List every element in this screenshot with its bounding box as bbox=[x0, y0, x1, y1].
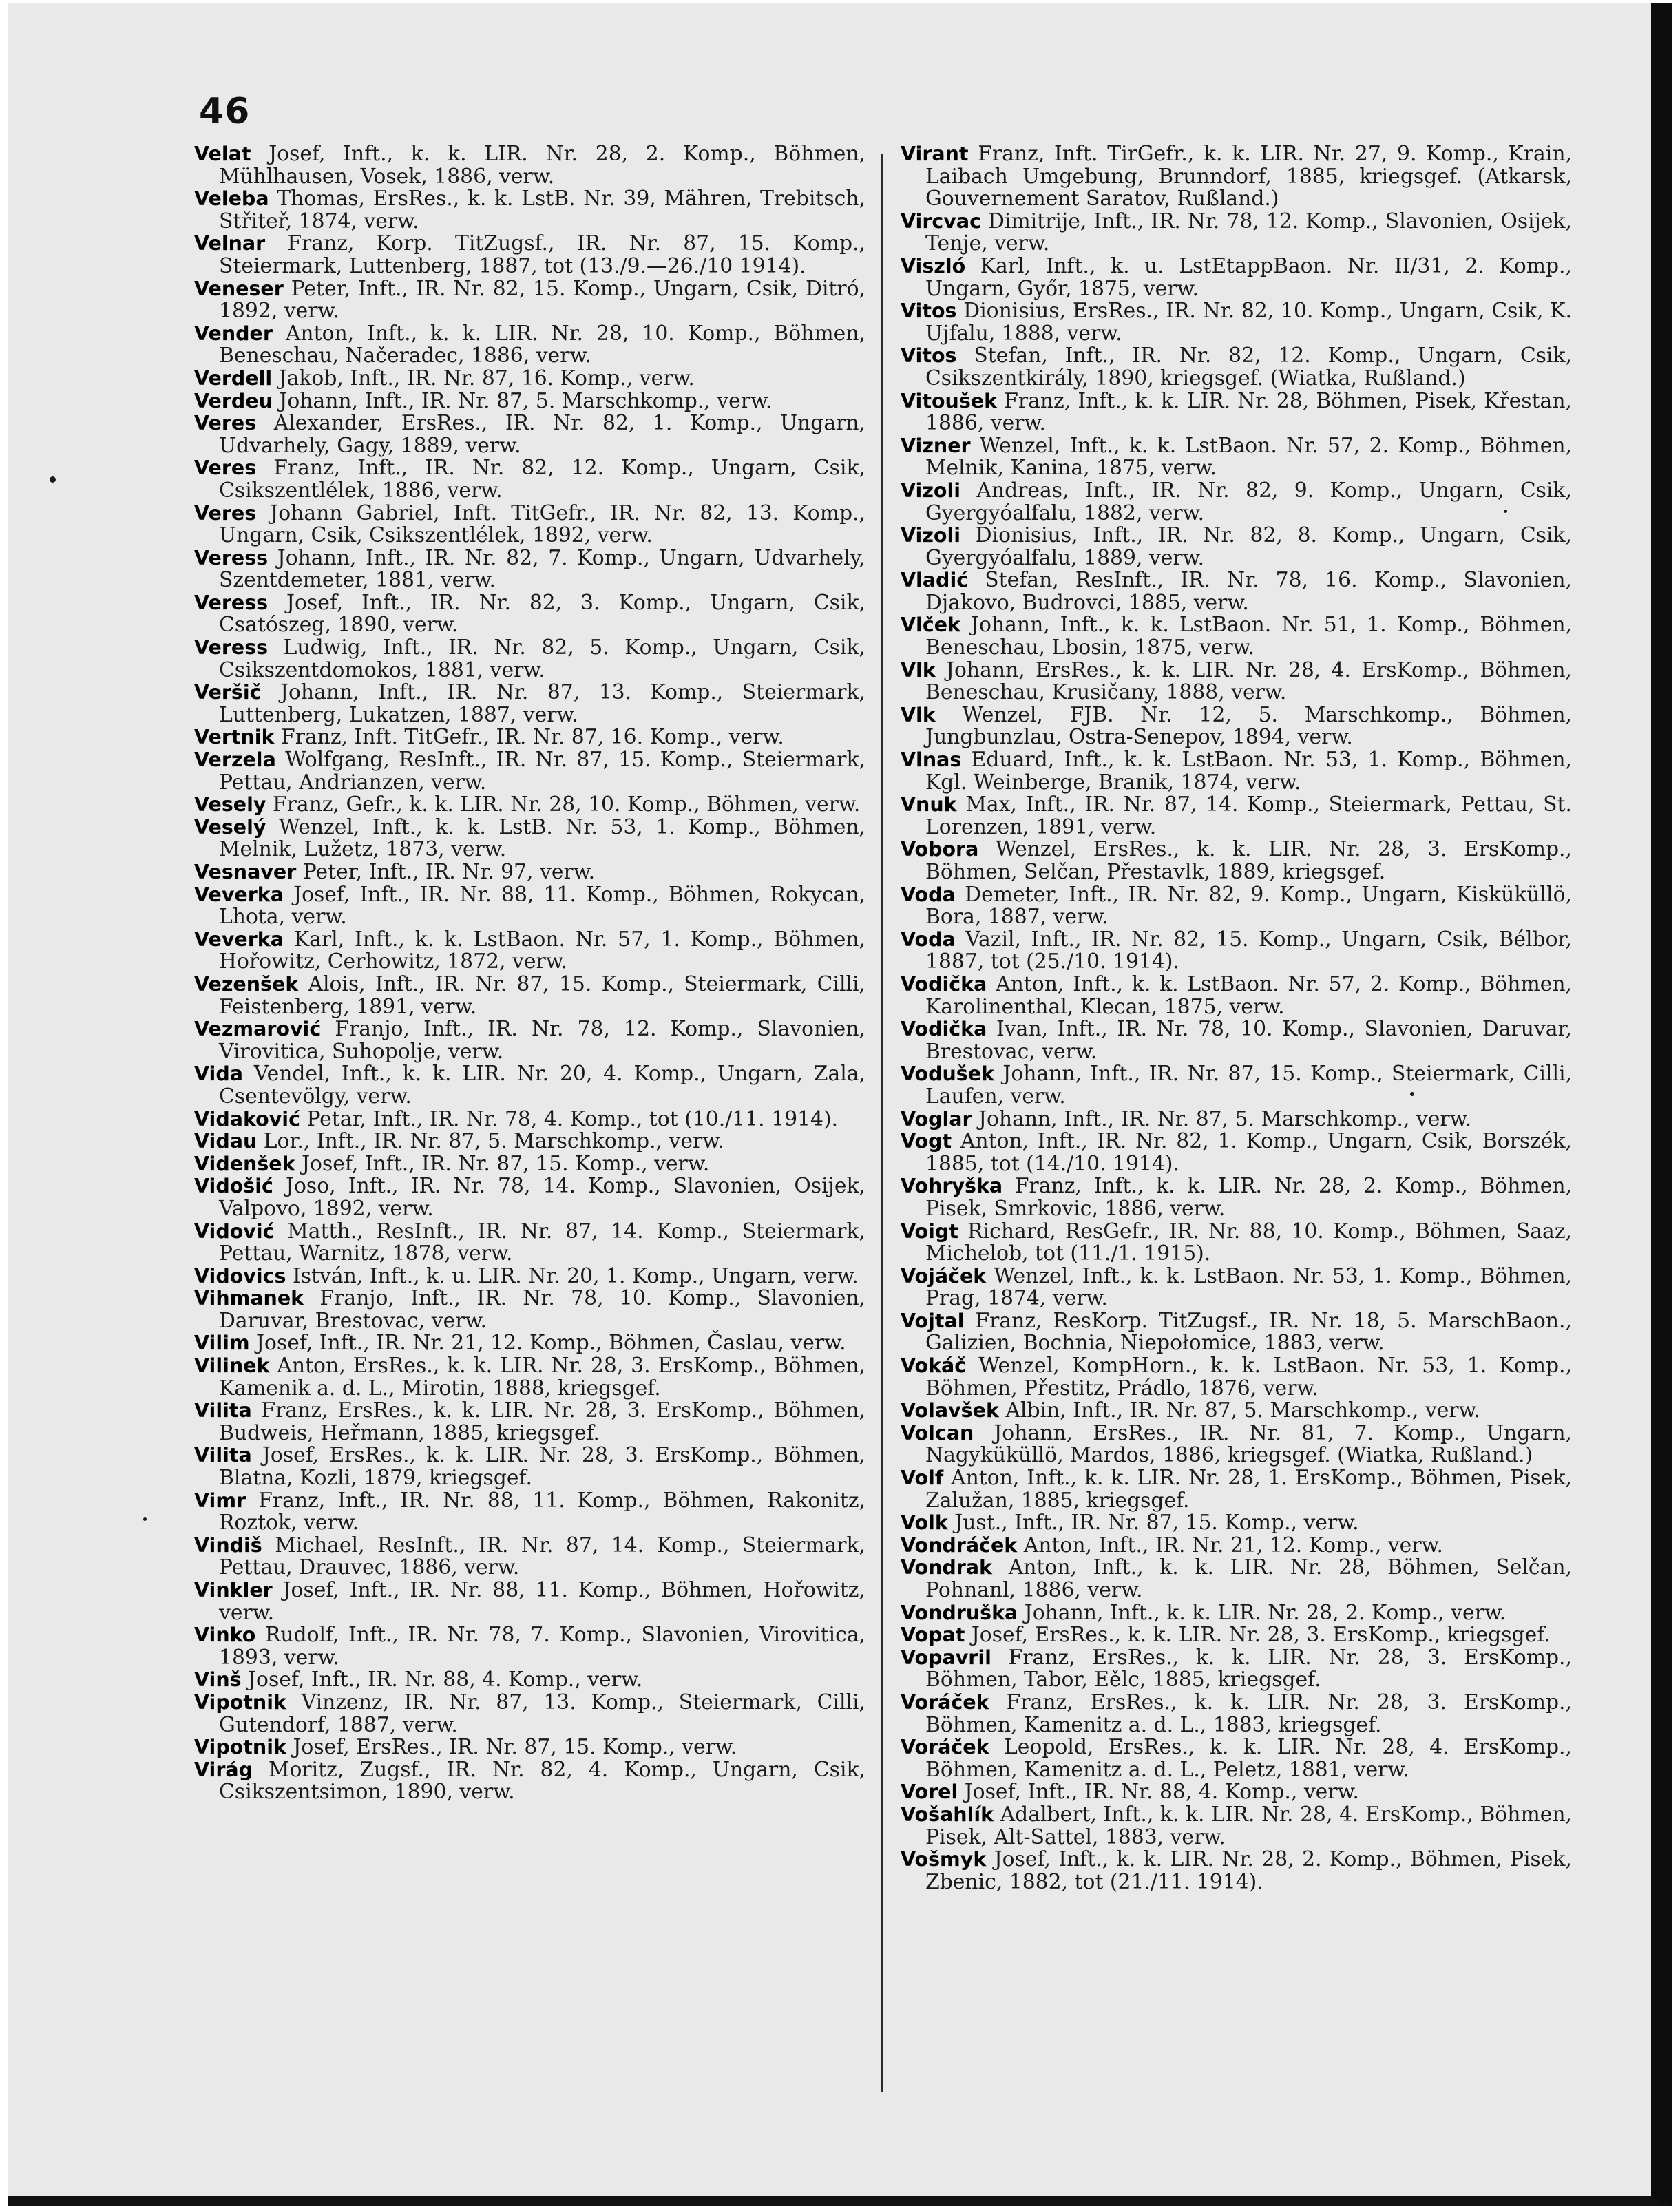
entry-surname: Vošahlík bbox=[901, 1803, 994, 1826]
entry bbox=[194, 1265, 865, 1288]
entry bbox=[194, 1153, 865, 1176]
entry-surname: Vipotnik bbox=[194, 1690, 286, 1714]
entry-surname: Vimr bbox=[194, 1489, 246, 1512]
entry bbox=[194, 1355, 865, 1400]
entry bbox=[194, 1624, 865, 1669]
entry-surname: Volf bbox=[901, 1467, 944, 1490]
entry bbox=[901, 211, 1572, 255]
entry-details: Petar, Inft., IR. Nr. 78, 4. Komp., tot (10./11. 1914). bbox=[306, 1106, 839, 1131]
entry-details: Johann, Inft., IR. Nr. 87, 5. Marschkomp., verw. bbox=[978, 1106, 1472, 1131]
entry-surname: Vertnik bbox=[194, 726, 275, 749]
entry-surname: Vorel bbox=[901, 1780, 958, 1804]
entry bbox=[901, 1265, 1572, 1310]
entry bbox=[901, 614, 1572, 659]
entry bbox=[194, 929, 865, 974]
entry-details: Leopold, ErsRes., k. k. LIR. Nr. 28, 4. ErsKomp., Böhmen, Kamenitz a. d. L., Peletz, 1881, verw. bbox=[925, 1735, 1572, 1782]
entry bbox=[194, 726, 865, 749]
entry bbox=[901, 1400, 1572, 1422]
entry-details: Wenzel, Inft., k. k. LstBaon. Nr. 57, 2. Komp., Böhmen, Melnik, Kanina, 1875, verw. bbox=[925, 433, 1572, 481]
entry-surname: Vircvac bbox=[901, 209, 981, 233]
entry-surname: Vondráček bbox=[901, 1533, 1018, 1557]
entry-surname: Viszló bbox=[901, 254, 966, 277]
entry bbox=[194, 749, 865, 794]
entry-details: Franz, Inft., k. k. LIR. Nr. 28, 2. Komp., Böhmen, Pisek, Smrkovic, 1886, verw. bbox=[925, 1174, 1572, 1221]
entry-surname: Volk bbox=[901, 1511, 948, 1535]
entry bbox=[901, 1018, 1572, 1063]
left-column bbox=[194, 143, 865, 1804]
entry bbox=[194, 1332, 865, 1355]
entry-surname: Voráček bbox=[901, 1736, 989, 1759]
entry bbox=[901, 929, 1572, 974]
entry bbox=[194, 1445, 865, 1489]
entry-surname: Vojáček bbox=[901, 1264, 987, 1288]
entry-details: Jakob, Inft., IR. Nr. 87, 16. Komp., verw. bbox=[278, 366, 695, 390]
entry-surname: Veleba bbox=[194, 187, 269, 211]
entry-surname: Vezmarović bbox=[194, 1018, 322, 1041]
entry bbox=[901, 1106, 1572, 1131]
entry-details: Alexander, ErsRes., IR. Nr. 82, 1. Komp., Ungarn, Udvarhely, Gagy, 1889, verw. bbox=[219, 411, 865, 458]
entry bbox=[194, 1063, 865, 1108]
entry-surname: Vinko bbox=[194, 1624, 256, 1647]
entry bbox=[901, 1849, 1572, 1893]
entry-surname: Vlček bbox=[901, 613, 961, 637]
entry-surname: Vidaković bbox=[194, 1107, 300, 1131]
entry bbox=[194, 1692, 865, 1736]
entry bbox=[901, 1467, 1572, 1512]
entry-surname: Vitoušek bbox=[901, 389, 998, 412]
entry-surname: Vidau bbox=[194, 1130, 258, 1153]
entry-surname: Vodušek bbox=[901, 1062, 995, 1086]
entry-surname: Vilinek bbox=[194, 1354, 270, 1378]
entry-surname: Vinš bbox=[194, 1668, 242, 1692]
entry bbox=[901, 971, 1572, 1019]
entry-surname: Vipotnik bbox=[194, 1736, 286, 1759]
entry bbox=[194, 412, 865, 457]
entry-surname: Veselý bbox=[194, 815, 266, 839]
entry-details: Wenzel, FJB. Nr. 12, 5. Marschkomp., Böhmen, Jungbunzlau, Ostra-Senepov, 1894, verw. bbox=[925, 702, 1572, 750]
entry-surname: Vlk bbox=[901, 703, 936, 726]
entry-details: Karl, Inft., k. k. LstBaon. Nr. 57, 1. Komp., Böhmen, Hořowitz, Cerhowitz, 1872, verw. bbox=[219, 927, 865, 974]
entry bbox=[194, 592, 865, 637]
entry bbox=[194, 323, 865, 368]
entry-details: Josef, Inft., k. k. LIR. Nr. 28, 2. Komp., Böhmen, Pisek, Zbenic, 1882, tot (21./11. 1914). bbox=[925, 1847, 1572, 1894]
entry-details: Franz, Inft., IR. Nr. 82, 12. Komp., Ungarn, Csik, Csikszentlélek, 1886, verw. bbox=[219, 456, 865, 503]
entry-details: Franz, Inft., IR. Nr. 88, 11. Komp., Böhmen, Rakonitz, Roztok, verw. bbox=[219, 1488, 865, 1535]
entry bbox=[901, 1602, 1572, 1625]
entry-details: Josef, Inft., IR. Nr. 88, 11. Komp., Böhmen, Hořowitz, verw. bbox=[219, 1578, 865, 1625]
entry-surname: Vodička bbox=[901, 1018, 987, 1041]
entry-surname: Voráček bbox=[901, 1690, 989, 1714]
entry-surname: Vindiš bbox=[194, 1533, 262, 1557]
entry bbox=[901, 300, 1572, 345]
entry-details: Anton, Inft., k. k. LIR. Nr. 28, 10. Komp., Böhmen, Beneschau, Načeradec, 1886, verw. bbox=[219, 321, 865, 368]
entry-details: Anton, ErsRes., k. k. LIR. Nr. 28, 3. ErsKomp., Böhmen, Kamenik a. d. L., Mirotin, 1888, kriegsgef. bbox=[219, 1354, 865, 1400]
entry-details: Thomas, ErsRes., k. k. LstB. Nr. 39, Mähren, Trebitsch, Střiteř, 1874, verw. bbox=[219, 187, 865, 233]
entry-details: Dimitrije, Inft., IR. Nr. 78, 12. Komp., Slavonien, Osijek, Tenje, verw. bbox=[925, 209, 1572, 256]
entry-surname: Vizner bbox=[901, 434, 971, 457]
entry-surname: Veverka bbox=[194, 883, 284, 906]
entry bbox=[194, 1400, 865, 1445]
entry-surname: Velat bbox=[194, 143, 251, 165]
entry-surname: Vinkler bbox=[194, 1579, 273, 1601]
entry bbox=[901, 839, 1572, 883]
entry bbox=[194, 794, 865, 817]
entry-surname: Voda bbox=[901, 883, 956, 906]
entry bbox=[901, 1535, 1572, 1557]
entry-details: Johann, Inft., k. k. LstBaon. Nr. 51, 1. Komp., Böhmen, Beneschau, Lbosin, 1875, verw. bbox=[925, 613, 1572, 660]
entry-details: Franz, Korp. TitZugsf., IR. Nr. 87, 15. Komp., Steiermark, Luttenberg, 1887, tot (13./9.—26./10 1914). bbox=[219, 231, 865, 278]
entry-details: Johann, Inft., IR. Nr. 87, 15. Komp., Steiermark, Cilli, Laufen, verw. bbox=[925, 1062, 1572, 1109]
entry-details: Josef, Inft., IR. Nr. 88, 4. Komp., verw. bbox=[964, 1780, 1360, 1805]
entry bbox=[901, 660, 1572, 704]
entry-surname: Vopat bbox=[901, 1624, 965, 1647]
entry bbox=[194, 457, 865, 502]
entry-surname: Vezenšek bbox=[194, 972, 299, 996]
entry bbox=[901, 1647, 1572, 1692]
scan-speck bbox=[143, 1517, 147, 1521]
entry-surname: Vohryška bbox=[901, 1175, 1003, 1198]
entry-surname: Virág bbox=[194, 1758, 253, 1781]
entry bbox=[194, 188, 865, 233]
entry bbox=[194, 817, 865, 861]
entry-details: Franjo, Inft., IR. Nr. 78, 12. Komp., Slavonien, Virovitica, Suhopolje, verw. bbox=[219, 1017, 865, 1064]
entry bbox=[194, 1175, 865, 1220]
entry bbox=[194, 682, 865, 726]
entry-surname: Vesnaver bbox=[194, 861, 297, 883]
entry bbox=[194, 1490, 865, 1535]
entry bbox=[194, 861, 865, 884]
column-divider bbox=[881, 154, 883, 2092]
entry bbox=[194, 971, 866, 1019]
entry-surname: Veress bbox=[194, 546, 269, 569]
entry bbox=[901, 1175, 1572, 1220]
entry-details: Ivan, Inft., IR. Nr. 78, 10. Komp., Slavonien, Daruvar, Brestovac, verw. bbox=[925, 1017, 1572, 1064]
entry-details: Vazil, Inft., IR. Nr. 82, 15. Komp., Ungarn, Csik, Bélbor, 1887, tot (25./10. 1914). bbox=[925, 927, 1572, 974]
entry-details: Anton, Inft., IR. Nr. 82, 1. Komp., Ungarn, Csik, Borszék, 1885, tot (14./10. 1914). bbox=[925, 1129, 1572, 1176]
entry-details: Josef, Inft., IR. Nr. 21, 12. Komp., Böhmen, Časlau, verw. bbox=[256, 1331, 846, 1356]
entry-surname: Vokáč bbox=[901, 1354, 967, 1378]
entry bbox=[194, 278, 865, 323]
entry-details: Franz, ErsRes., k. k. LIR. Nr. 28, 3. ErsKomp., Böhmen, Budweis, Heřmann, 1885, kriegsgef. bbox=[219, 1398, 865, 1445]
entry-details: Wenzel, Inft., k. k. LstB. Nr. 53, 1. Komp., Böhmen, Melnik, Lužetz, 1873, verw. bbox=[219, 815, 865, 862]
entry-surname: Vilim bbox=[194, 1332, 250, 1355]
entry-surname: Vošmyk bbox=[901, 1848, 987, 1871]
entry bbox=[194, 503, 865, 547]
entry-details: Anton, Inft., k. k. LstBaon. Nr. 57, 2. Komp., Böhmen, Karolinenthal, Klecan, 1875, verw. bbox=[925, 971, 1572, 1019]
entry-details: Josef, Inft., IR. Nr. 82, 3. Komp., Ungarn, Csik, Csatószeg, 1890, verw. bbox=[219, 590, 865, 638]
entry-details: Johann, Inft., IR. Nr. 87, 13. Komp., Steiermark, Luttenberg, Lukatzen, 1887, verw. bbox=[219, 680, 865, 727]
entry bbox=[194, 547, 865, 592]
entry-surname: Volcan bbox=[901, 1421, 974, 1445]
entry bbox=[901, 794, 1572, 839]
entry bbox=[194, 233, 865, 277]
page-number: 46 bbox=[199, 91, 251, 132]
entry-details: Franz, Inft., k. k. LIR. Nr. 28, Böhmen, Pisek, Křestan, 1886, verw. bbox=[925, 388, 1572, 436]
entry-details: Alois, Inft., IR. Nr. 87, 15. Komp., Steiermark, Cilli, Feistenberg, 1891, verw. bbox=[219, 971, 866, 1019]
entry bbox=[194, 637, 865, 682]
entry-details: Johann, Inft., IR. Nr. 87, 5. Marschkomp., verw. bbox=[279, 388, 773, 413]
entry bbox=[901, 569, 1572, 614]
entry bbox=[194, 1221, 865, 1265]
entry bbox=[194, 1018, 865, 1063]
entry-surname: Vlk bbox=[901, 658, 936, 682]
entry-details: Dionisius, Inft., IR. Nr. 82, 8. Komp., Ungarn, Csik, Gyergyóalfalu, 1889, verw. bbox=[925, 523, 1572, 570]
entry bbox=[194, 884, 865, 929]
entry-details: Anton, Inft., k. k. LIR. Nr. 28, Böhmen, Selčan, Pohnanl, 1886, verw. bbox=[925, 1555, 1572, 1602]
entry-surname: Virant bbox=[901, 143, 969, 165]
entry bbox=[901, 1512, 1572, 1535]
entry-details: Lor., Inft., IR. Nr. 87, 5. Marschkomp., verw. bbox=[263, 1129, 724, 1154]
entry-details: Josef, ErsRes., k. k. LIR. Nr. 28, 3. ErsKomp., kriegsgef. bbox=[971, 1623, 1551, 1648]
entry-surname: Veres bbox=[194, 501, 257, 525]
entry-surname: Veress bbox=[194, 636, 269, 660]
entry bbox=[901, 1781, 1572, 1804]
entry-details: Josef, Inft., IR. Nr. 87, 15. Komp., verw. bbox=[302, 1151, 710, 1176]
entry-details: Demeter, Inft., IR. Nr. 82, 9. Komp., Ungarn, Kisküküllö, Bora, 1887, verw. bbox=[925, 882, 1572, 929]
entry-surname: Vida bbox=[194, 1062, 243, 1086]
entry-surname: Videnšek bbox=[194, 1152, 295, 1175]
entry-details: Wenzel, Inft., k. k. LstBaon. Nr. 53, 1. Komp., Böhmen, Prag, 1874, verw. bbox=[925, 1263, 1572, 1311]
entry-details: Johann, Inft., k. k. LIR. Nr. 28, 2. Komp., verw. bbox=[1024, 1600, 1506, 1625]
entry bbox=[194, 1759, 865, 1804]
entry-details: Franz, ResKorp. TitZugsf., IR. Nr. 18, 5. MarschBaon., Galizien, Bochnia, Niepołomice, 1883, verw. bbox=[925, 1308, 1572, 1356]
entry-surname: Vogt bbox=[901, 1130, 952, 1153]
entry-details: Adalbert, Inft., k. k. LIR. Nr. 28, 4. ErsKomp., Böhmen, Pisek, Alt-Sattel, 1883, verw. bbox=[925, 1802, 1572, 1849]
entry bbox=[194, 1106, 865, 1131]
entry-details: Franz, Inft. TirGefr., k. k. LIR. Nr. 27, 9. Komp., Krain, Laibach Umgebung, Brunndorf, 1885, kriegsgef. (Atkarsk, Gouvernement Saratov, Rußland.) bbox=[925, 142, 1572, 211]
entry bbox=[194, 1736, 865, 1759]
entry-details: Stefan, Inft., IR. Nr. 82, 12. Komp., Ungarn, Csik, Csikszentkirály, 1890, kriegsgef. (Wiatka, Rußland.) bbox=[925, 344, 1572, 390]
entry-details: Johann, Inft., IR. Nr. 82, 7. Komp., Ungarn, Udvarhely, Szentdemeter, 1881, verw. bbox=[219, 545, 865, 593]
scan-speck bbox=[50, 476, 56, 483]
entry-details: Max, Inft., IR. Nr. 87, 14. Komp., Steiermark, Pettau, St. Lorenzen, 1891, verw. bbox=[925, 792, 1572, 839]
entry-details: Albin, Inft., IR. Nr. 87, 5. Marschkomp., verw. bbox=[1005, 1398, 1481, 1423]
entry-surname: Veres bbox=[194, 412, 257, 435]
entry bbox=[901, 704, 1572, 749]
entry-details: Franz, Inft. TitGefr., IR. Nr. 87, 16. Komp., verw. bbox=[281, 725, 784, 750]
entry-surname: Vender bbox=[194, 322, 273, 345]
entry-details: Josef, ErsRes., IR. Nr. 87, 15. Komp., verw. bbox=[293, 1735, 737, 1760]
entry bbox=[901, 1736, 1572, 1781]
entry-surname: Vlnas bbox=[901, 748, 962, 772]
entry-surname: Vodička bbox=[901, 972, 987, 996]
entry-surname: Verzela bbox=[194, 748, 276, 772]
entry-details: Wenzel, KompHorn., k. k. LstBaon. Nr. 53, 1. Komp., Böhmen, Přestitz, Prádlo, 1876, verw. bbox=[925, 1354, 1572, 1400]
entry bbox=[194, 1288, 865, 1332]
entry-surname: Veverka bbox=[194, 927, 284, 951]
entry-details: István, Inft., k. u. LIR. Nr. 20, 1. Komp., Ungarn, verw. bbox=[293, 1263, 859, 1288]
entry-details: Matth., ResInft., IR. Nr. 87, 14. Komp., Steiermark, Pettau, Warnitz, 1878, verw. bbox=[219, 1219, 865, 1266]
entry-details: Moritz, Zugsf., IR. Nr. 82, 4. Komp., Ungarn, Csik, Csikszentsimon, 1890, verw. bbox=[219, 1757, 865, 1805]
entry-surname: Veres bbox=[194, 456, 257, 480]
scanned-page bbox=[8, 3, 1672, 2206]
entry-details: Michael, ResInft., IR. Nr. 87, 14. Komp., Steiermark, Pettau, Drauvec, 1886, verw. bbox=[219, 1533, 865, 1580]
entry bbox=[901, 1624, 1572, 1647]
entry-surname: Vidovics bbox=[194, 1264, 286, 1288]
entry-surname: Vondruška bbox=[901, 1601, 1018, 1624]
entry bbox=[901, 1422, 1572, 1467]
entry bbox=[901, 1131, 1572, 1175]
entry bbox=[194, 390, 865, 413]
entry-details: Just., Inft., IR. Nr. 87, 15. Komp., verw. bbox=[954, 1511, 1359, 1535]
entry-surname: Volavšek bbox=[901, 1399, 999, 1422]
entry bbox=[901, 390, 1572, 435]
entry-surname: Vesely bbox=[194, 793, 266, 817]
entry-details: Wenzel, ErsRes., k. k. LIR. Nr. 28, 3. ErsKomp., Böhmen, Selčan, Přestavlk, 1889, kriegsgef. bbox=[925, 837, 1572, 884]
entry-surname: Vobora bbox=[901, 838, 979, 861]
entry-details: Franz, Gefr., k. k. LIR. Nr. 28, 10. Komp., Böhmen, verw. bbox=[272, 792, 861, 817]
entry bbox=[901, 1355, 1572, 1400]
entry-details: Stefan, ResInft., IR. Nr. 78, 16. Komp., Slavonien, Djakovo, Budrovci, 1885, verw. bbox=[925, 568, 1572, 615]
entry-surname: Vopavril bbox=[901, 1646, 991, 1669]
entry-surname: Vizoli bbox=[901, 479, 961, 502]
entry-details: Rudolf, Inft., IR. Nr. 78, 7. Komp., Slavonien, Virovitica, 1893, verw. bbox=[219, 1623, 865, 1670]
entry bbox=[901, 480, 1572, 525]
entry bbox=[901, 1804, 1572, 1849]
entry bbox=[194, 1579, 865, 1624]
entry bbox=[901, 1310, 1572, 1355]
entry bbox=[901, 143, 1572, 211]
entry-surname: Vojtal bbox=[901, 1309, 965, 1332]
entry bbox=[194, 1131, 865, 1153]
entry-details: Vendel, Inft., k. k. LIR. Nr. 20, 4. Komp., Ungarn, Zala, Csentevölgy, verw. bbox=[219, 1062, 865, 1109]
entry-details: Franz, ErsRes., k. k. LIR. Nr. 28, 3. ErsKomp., Böhmen, Kamenitz a. d. L., 1883, kriegsgef. bbox=[925, 1690, 1572, 1737]
entry-details: Richard, ResGefr., IR. Nr. 88, 10. Komp., Böhmen, Saaz, Michelob, tot (11./1. 1915). bbox=[925, 1219, 1572, 1266]
entry-details: Peter, Inft., IR. Nr. 97, verw. bbox=[302, 860, 596, 884]
entry-details: Johann Gabriel, Inft. TitGefr., IR. Nr. 82, 13. Komp., Ungarn, Csik, Csikszentlélek, 1892, verw. bbox=[219, 501, 865, 548]
entry-details: Eduard, Inft., k. k. LstBaon. Nr. 53, 1. Komp., Böhmen, Kgl. Weinberge, Branik, 1874, verw. bbox=[925, 748, 1572, 795]
entry-surname: Veršič bbox=[194, 681, 262, 704]
entry-details: Wolfgang, ResInft., IR. Nr. 87, 15. Komp., Steiermark, Pettau, Andrianzen, verw. bbox=[219, 748, 865, 795]
entry-surname: Vladić bbox=[901, 569, 969, 592]
right-column bbox=[901, 143, 1572, 1893]
entry bbox=[901, 345, 1572, 390]
entry-details: Josef, Inft., IR. Nr. 88, 11. Komp., Böhmen, Rokycan, Lhota, verw. bbox=[219, 882, 865, 929]
entry bbox=[901, 525, 1572, 569]
entry bbox=[901, 1557, 1572, 1601]
entry-surname: Vondrak bbox=[901, 1556, 993, 1579]
entry-surname: Voglar bbox=[901, 1107, 972, 1131]
entry-details: Franz, ErsRes., k. k. LIR. Nr. 28, 3. ErsKomp., Böhmen, Tabor, Eělc, 1885, kriegsgef. bbox=[925, 1645, 1572, 1692]
entry-surname: Vilita bbox=[194, 1399, 252, 1422]
entry-details: Joso, Inft., IR. Nr. 78, 14. Komp., Slavonien, Osijek, Valpovo, 1892, verw. bbox=[219, 1174, 865, 1221]
entry bbox=[901, 1692, 1572, 1736]
entry-details: Andreas, Inft., IR. Nr. 82, 9. Komp., Ungarn, Csik, Gyergyóalfalu, 1882, verw. bbox=[925, 478, 1572, 525]
entry-details: Franjo, Inft., IR. Nr. 78, 10. Komp., Slavonien, Daruvar, Brestovac, verw. bbox=[219, 1286, 865, 1333]
entry bbox=[901, 1221, 1572, 1265]
entry-surname: Vitos bbox=[901, 300, 957, 323]
entry bbox=[901, 749, 1572, 794]
entry bbox=[194, 1669, 865, 1692]
entry-details: Josef, ErsRes., k. k. LIR. Nr. 28, 3. ErsKomp., Böhmen, Blatna, Kozli, 1879, kriegsgef. bbox=[219, 1443, 865, 1491]
entry-surname: Vidović bbox=[194, 1219, 275, 1243]
entry-details: Anton, Inft., k. k. LIR. Nr. 28, 1. ErsKomp., Böhmen, Pisek, Zalužan, 1885, kriegsgef. bbox=[925, 1466, 1572, 1513]
entry-details: Josef, Inft., IR. Nr. 88, 4. Komp., verw. bbox=[248, 1668, 643, 1692]
scan-speck bbox=[1410, 1092, 1414, 1096]
entry-details: Peter, Inft., IR. Nr. 82, 15. Komp., Ungarn, Csik, Ditró, 1892, verw. bbox=[219, 276, 865, 324]
entry-details: Vinzenz, IR. Nr. 87, 13. Komp., Steiermark, Cilli, Gutendorf, 1887, verw. bbox=[219, 1690, 866, 1737]
entry-surname: Verdeu bbox=[194, 389, 273, 412]
entry-surname: Velnar bbox=[194, 232, 266, 255]
entry-surname: Veneser bbox=[194, 277, 284, 300]
entry-surname: Vihmanek bbox=[194, 1287, 304, 1310]
entry-details: Dionisius, ErsRes., IR. Nr. 82, 10. Komp., Ungarn, Csik, K. Ujfalu, 1888, verw. bbox=[925, 299, 1572, 346]
entry-surname: Voda bbox=[901, 927, 956, 951]
entry bbox=[901, 255, 1572, 300]
entry-surname: Voigt bbox=[901, 1219, 958, 1243]
entry-details: Ludwig, Inft., IR. Nr. 82, 5. Komp., Ungarn, Csik, Csikszentdomokos, 1881, verw. bbox=[219, 635, 865, 682]
entry-details: Johann, ErsRes., IR. Nr. 81, 7. Komp., Ungarn, Nagyküküllö, Mardos, 1886, kriegsgef. (Wiatka, Rußland.) bbox=[925, 1420, 1572, 1468]
entry-surname: Vnuk bbox=[901, 793, 957, 817]
entry-surname: Vilita bbox=[194, 1444, 252, 1467]
entry-details: Josef, Inft., k. k. LIR. Nr. 28, 2. Komp., Böhmen, Mühlhausen, Vosek, 1886, verw. bbox=[219, 142, 865, 189]
entry-surname: Verdell bbox=[194, 366, 273, 390]
entry bbox=[194, 368, 865, 390]
entry-details: Karl, Inft., k. u. LstEtappBaon. Nr. II/31, 2. Komp., Ungarn, Győr, 1875, verw. bbox=[925, 253, 1572, 301]
entry-surname: Vitos bbox=[901, 344, 957, 368]
entry-details: Anton, Inft., IR. Nr. 21, 12. Komp., verw. bbox=[1023, 1533, 1443, 1557]
scan-speck bbox=[1504, 510, 1507, 513]
entry bbox=[901, 435, 1572, 480]
entry bbox=[901, 884, 1572, 929]
entry bbox=[901, 1063, 1572, 1108]
entry-surname: Vizoli bbox=[901, 524, 961, 547]
entry-surname: Veress bbox=[194, 591, 269, 614]
entry bbox=[194, 1535, 865, 1579]
entry bbox=[194, 143, 865, 188]
entry-details: Johann, ErsRes., k. k. LIR. Nr. 28, 4. ErsKomp., Böhmen, Beneschau, Krusičany, 1888, verw. bbox=[925, 658, 1572, 705]
entry-surname: Vidošić bbox=[194, 1175, 273, 1198]
